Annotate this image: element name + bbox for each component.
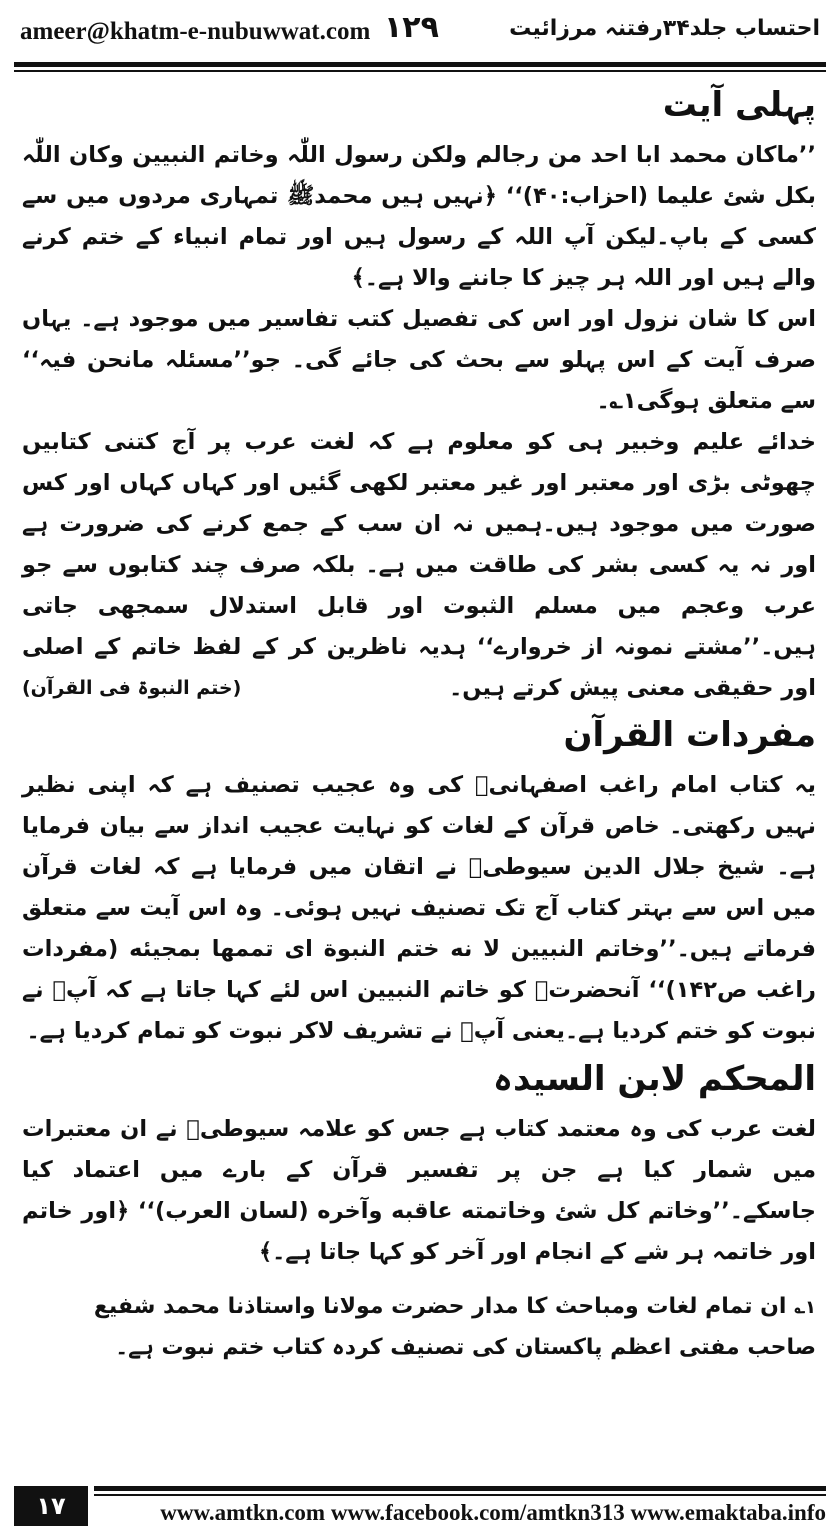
footnote-text: ان تمام لغات ومباحث کا مدار حضرت مولانا واستاذنا محمد شفیع صاحب مفتی اعظم پاکستان کی تصنیف کردہ کتاب ختم نبوت ہے۔ <box>93 1294 816 1360</box>
footnote-marker: ۱؎ <box>794 1297 816 1318</box>
paragraph: لغت عرب کی وہ معتمد کتاب ہے جس کو علامہ سیوطیؒ نے ان معتبرات میں شمار کیا ہے جن پر تفسیر قرآن کے بارے میں اعتماد کیا جاسکے۔’’وخاتم کل شئ وخاتمته عاقبه وآخره (لسان العرب)‘‘ ﴿اور خاتم اور خاتمہ ہر شے کے انجام اور آخر کو کہا جاتا ہے۔﴾ <box>22 1116 816 1265</box>
section-mufradat <box>22 715 816 1052</box>
page-body <box>22 78 816 1478</box>
header-rule-thin <box>14 70 826 72</box>
header-book-title: احتساب جلد۳۴رفتنہ مرزائیت <box>509 16 820 41</box>
paragraph: خدائے علیم وخبیر ہی کو معلوم ہے کہ لغت عرب پر آج کتنی کتابیں چھوٹی بڑی اور معتبر اور غیر معتبر لکھی گئیں اور کہاں کہاں اور کس صورت میں موجود ہیں۔ہمیں نہ ان سب کے جمع کرنے کی ضرورت ہے اور نہ یہ کسی بشر کی طاقت میں ہے۔ بلکہ صرف چند کتابوں سے جو عرب وعجم میں مسلم الثبوت اور قابل استدلال سمجھی جاتی ہیں۔’’مشتے نمونہ از خروارے‘‘ ہدیہ ناظرین کر کے لفظ خاتم کے اصلی اور حقیقی معنی پیش کرتے ہیں۔ <box>22 429 816 701</box>
paragraph: ’’ماکان محمد ابا احد من رجالم ولکن رسول اللّٰہ وخاتم النبیین وکان اللّٰہ بکل شئ علیما (احزاب:۴۰)‘‘ ﴿نہیں ہیں محمدﷺ تمہاری مردوں میں سے کسی کے باپ۔لیکن آپ اللہ کے رسول ہیں اور تمام انبیاء کے ختم کرنے والے ہیں اور اللہ ہر چیز کا جاننے والا ہے۔﴾ <box>22 142 816 291</box>
footer-rule-thin <box>94 1494 826 1496</box>
section-muhkam <box>22 1058 816 1273</box>
header-rule-thick <box>14 62 826 67</box>
header-email: ameer@khatm-e-nubuwwat.com <box>20 18 371 45</box>
page-header <box>14 0 826 62</box>
page-footer <box>14 1486 826 1536</box>
paragraph: اس کا شان نزول اور اس کی تفصیل کتب تفاسیر میں موجود ہے۔ یہاں صرف آیت کے اس پہلو سے بحث کی جائے گی۔ جو’’مسئلہ مانحن فیہ‘‘ سے متعلق ہوگی۱؎۔ <box>22 306 816 414</box>
footer-rule-thick <box>94 1486 826 1491</box>
footnote <box>22 1287 816 1368</box>
header-page-number: ۱۲۹ <box>384 10 439 45</box>
section-first-verse <box>22 84 816 709</box>
footer-page-number: ۱۷ <box>14 1486 88 1526</box>
section-heading: مفردات القرآن <box>563 715 816 755</box>
paragraph: یہ کتاب امام راغب اصفہانیؒ کی وہ عجیب تصنیف ہے کہ اپنی نظیر نہیں رکھتی۔ خاص قرآن کے لغات کو نہایت عجیب انداز سے بیان فرمایا ہے۔ شیخ جلال الدین سیوطیؒ نے اتقان میں فرمایا ہے کہ لغات قرآن میں اس سے بہتر کتاب آج تک تصنیف نہیں ہوئی۔ وہ اس آیت سے متعلق فرماتے ہیں۔’’وخاتم النبیین لا نه ختم النبوة ای تممها بمجیئه (مفردات راغب ص۱۴۲)‘‘ آنحضرتﷺ کو خاتم النبیین اس لئے کہا جاتا ہے کہ آپؐ نے نبوت کو ختم کردیا ہے۔یعنی آپؐ نے تشریف لاکر نبوت کو تمام کردیا ہے۔ <box>22 772 816 1044</box>
section-heading: پہلی آیت <box>662 85 816 125</box>
section-heading: المحکم لابن السیدہ <box>493 1059 816 1099</box>
footer-links: www.amtkn.com www.facebook.com/amtkn313 www.emaktaba.info <box>160 1500 826 1525</box>
source-citation: (ختم النبوۃ فی القرآن) <box>22 677 242 699</box>
